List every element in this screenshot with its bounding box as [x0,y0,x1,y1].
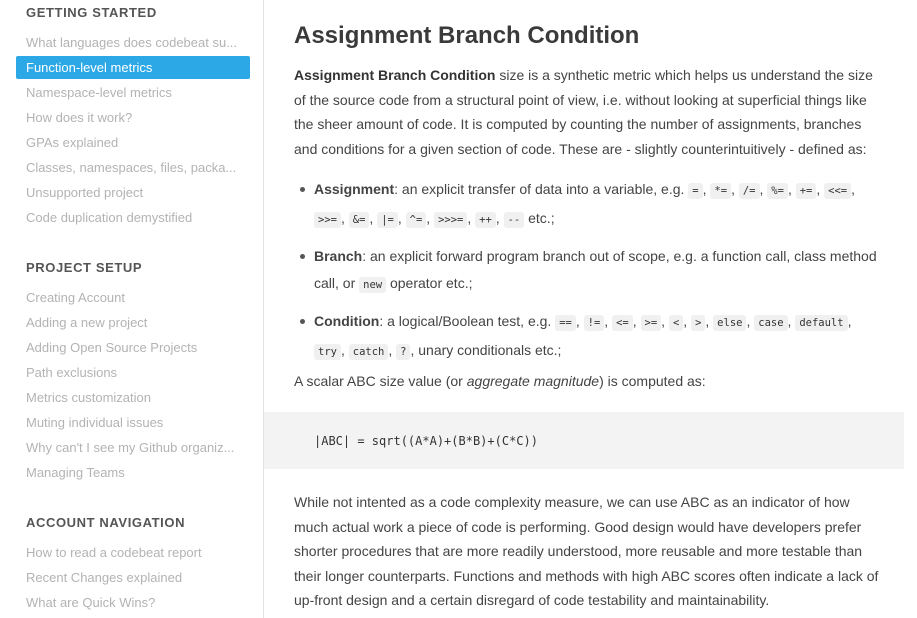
branch-suffix: operator etc.; [386,275,473,291]
assignment-suffix: etc.; [524,210,555,226]
assignment-code: &= [349,212,370,228]
condition-code: >= [641,315,662,331]
intro-text: size is a synthetic metric which helps us understand the size of the source code from a structural point of view, i.e. without looking at superficial things like the sheer amount of code. It is computed by counting the number of assignments, branches and conditions for a given section of code. These are - slightly counterintuitively - defined as: [294,67,873,157]
abc-definitions-list [294,176,884,375]
assignment-code: <<= [824,183,851,199]
sidebar-item-namespace-level-metrics[interactable]: Namespace-level metrics [26,85,172,100]
sidebar-heading-project-setup: PROJECT SETUP [26,260,143,275]
scalar-paragraph [294,369,880,394]
sidebar-item-creating-account[interactable]: Creating Account [26,290,126,305]
assignment-code: -- [504,212,525,228]
sidebar-item-function-level-metrics[interactable]: Function-level metrics [16,56,250,79]
sidebar-heading-account-navigation: ACCOUNT NAVIGATION [26,515,186,530]
assignment-code: = [688,183,702,199]
condition-code: == [555,315,576,331]
intro-paragraph [294,63,880,161]
intro-bold-term: Assignment Branch Condition [294,67,496,83]
sidebar-item-adding-open-source[interactable]: Adding Open Source Projects [26,340,198,355]
scalar-text-before: A scalar ABC size value (or [294,373,467,389]
assignment-desc: : an explicit transfer of data into a variable, e.g. [394,181,689,197]
sidebar [0,0,264,618]
formula-code: |ABC| = sqrt((A*A)+(B*B)+(C*C)) [314,434,538,448]
scalar-text-after: ) is computed as: [599,373,706,389]
assignment-term: Assignment [314,181,395,197]
sidebar-item-recent-changes[interactable]: Recent Changes explained [26,570,183,585]
sidebar-item-classes-namespaces[interactable]: Classes, namespaces, files, packa... [26,160,237,175]
sidebar-item-metrics-customization[interactable]: Metrics customization [26,390,151,405]
assignment-code: %= [767,183,788,199]
closing-paragraph: While not intented as a code complexity measure, we can use ABC as an indicator of how much actual work a piece of code is performing. Good design would have developers prefer shorter procedures that are more readily understood, more reusable and more testable than their longer counterparts. Functions and methods with high ABC scores often indicate a lack of up-front design and a certain disregard of code testability and maintainability. [294,494,879,608]
sidebar-item-path-exclusions[interactable]: Path exclusions [26,365,118,380]
condition-term: Condition [314,313,380,329]
condition-code: case [754,315,787,331]
article-content [264,0,917,618]
sidebar-heading-getting-started: GETTING STARTED [26,5,157,20]
assignment-code: >>>= [434,212,467,228]
assignment-code: >>= [314,212,341,228]
assignment-code: += [796,183,817,199]
sidebar-item-how-does-it-work[interactable]: How does it work? [26,110,133,125]
condition-code: else [713,315,746,331]
list-item-condition: Condition: a logical/Boolean test, e.g. == , != , <= , >= , < , > , else , case , default , try , catch , ? , unary conditionals etc.; [294,308,884,366]
assignment-code: /= [739,183,760,199]
sidebar-item-code-duplication[interactable]: Code duplication demystified [26,210,193,225]
sidebar-item-adding-new-project[interactable]: Adding a new project [26,315,148,330]
formula-code-block [264,412,904,469]
condition-code: default [795,315,847,331]
condition-code: try [314,344,341,360]
list-item-assignment: Assignment: an explicit transfer of data into a variable, e.g. = , *= , /= , %= , += , <<= , >>= , &= , |= , ^= , >>>= , ++ , -- etc.; [294,176,884,234]
branch-desc: : an explicit forward program branch out of scope, e.g. a function call, class method call, or [314,248,877,291]
condition-suffix: unary conditionals etc.; [414,342,562,358]
assignment-code: ^= [406,212,427,228]
condition-code: != [584,315,605,331]
sidebar-item-managing-teams[interactable]: Managing Teams [26,465,125,480]
condition-code: catch [349,344,389,360]
branch-term: Branch [314,248,363,264]
sidebar-item-gpas-explained[interactable]: GPAs explained [26,135,119,150]
sidebar-item-muting-issues[interactable]: Muting individual issues [26,415,164,430]
sidebar-item-unsupported-project[interactable]: Unsupported project [26,185,144,200]
branch-code: new [359,277,386,293]
sidebar-item-github-organization[interactable]: Why can't I see my Github organiz... [26,440,235,455]
page-title: Assignment Branch Condition [294,22,640,49]
condition-code: <= [612,315,633,331]
assignment-code: *= [710,183,731,199]
condition-code: ? [396,344,410,360]
list-item-branch [294,243,884,299]
assignment-code: ++ [475,212,496,228]
sidebar-item-read-report[interactable]: How to read a codebeat report [26,545,202,560]
condition-desc: : a logical/Boolean test, e.g. [379,313,556,329]
condition-code: > [691,315,705,331]
scalar-emphasis: aggregate magnitude [466,373,600,389]
condition-code: < [669,315,683,331]
sidebar-item-what-languages[interactable]: What languages does codebeat su... [26,35,238,50]
assignment-code: |= [377,212,398,228]
sidebar-item-quick-wins[interactable]: What are Quick Wins? [26,595,156,610]
